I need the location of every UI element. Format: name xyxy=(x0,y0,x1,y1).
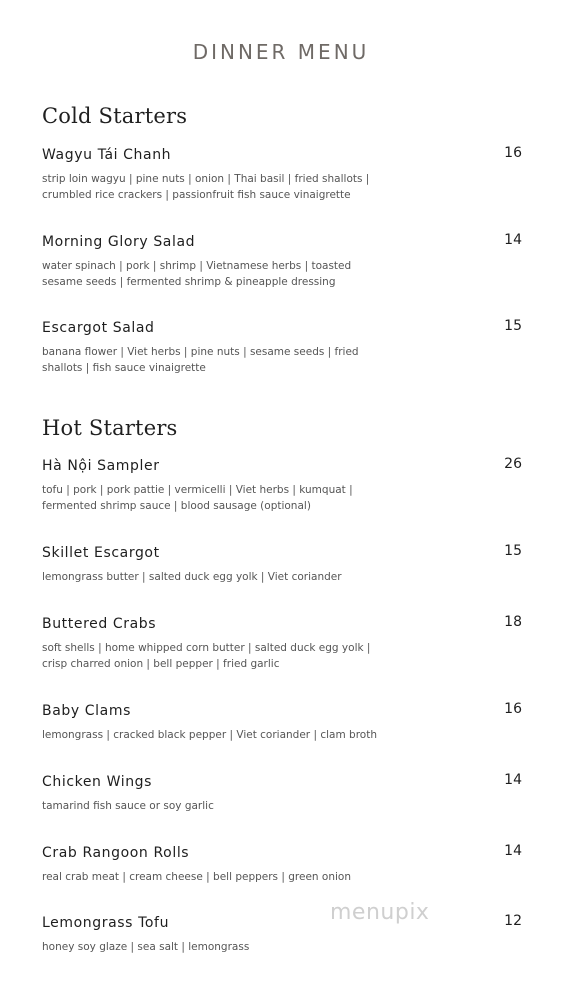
item-price: 14 xyxy=(504,843,522,859)
item-name: Skillet Escargot xyxy=(42,545,160,561)
item-description: water spinach | pork | shrimp | Vietnamese herbs | toasted sesame seeds | fermented shrimp & pineapple dressing xyxy=(42,260,352,288)
menu-item xyxy=(42,915,522,955)
item-description: lemongrass | cracked black pepper | Viet coriander | clam broth xyxy=(42,729,377,741)
item-name: Buttered Crabs xyxy=(42,616,157,632)
item-price: 14 xyxy=(504,232,522,248)
item-description: real crab meat | cream cheese | bell peppers | green onion xyxy=(42,871,351,883)
watermark-logo: menupix xyxy=(330,900,430,925)
page-title: DINNER MENU xyxy=(192,40,370,64)
item-name: Hà Nội Sampler xyxy=(42,458,160,474)
item-description: banana flower | Viet herbs | pine nuts | sesame seeds | fried shallots | fish sauce vinaigrette xyxy=(42,346,359,374)
item-price: 16 xyxy=(504,701,522,717)
item-description: lemongrass butter | salted duck egg yolk | Viet coriander xyxy=(42,571,342,583)
item-name: Escargot Salad xyxy=(42,320,155,336)
menu-item xyxy=(42,845,522,885)
item-price: 14 xyxy=(504,772,522,788)
item-price: 18 xyxy=(504,614,522,630)
menu-item xyxy=(42,545,522,585)
menu-item xyxy=(42,774,522,814)
item-price: 15 xyxy=(504,543,522,559)
item-description: soft shells | home whipped corn butter | salted duck egg yolk | crisp charred onion | bell pepper | fried garlic xyxy=(42,642,371,670)
item-name: Wagyu Tái Chanh xyxy=(42,147,172,163)
item-description: strip loin wagyu | pine nuts | onion | Thai basil | fried shallots | crumbled rice crackers | passionfruit fish sauce vinaigrette xyxy=(42,173,370,201)
menu-item xyxy=(42,147,522,203)
item-name: Baby Clams xyxy=(42,703,131,719)
item-price: 15 xyxy=(504,318,522,334)
section-cold-starters xyxy=(42,104,522,128)
section-title: Hot Starters xyxy=(42,416,178,440)
menu-item xyxy=(42,234,522,290)
item-description: honey soy glaze | sea salt | lemongrass xyxy=(42,941,250,953)
item-price: 12 xyxy=(504,913,522,929)
menu-item xyxy=(42,320,522,376)
item-name: Chicken Wings xyxy=(42,774,153,790)
section-hot-starters xyxy=(42,416,522,440)
item-description: tofu | pork | pork pattie | vermicelli | Viet herbs | kumquat | fermented shrimp sauce | blood sausage (optional) xyxy=(42,484,353,512)
item-name: Morning Glory Salad xyxy=(42,234,196,250)
menu-item xyxy=(42,616,522,672)
item-name: Lemongrass Tofu xyxy=(42,915,170,931)
item-price: 16 xyxy=(504,145,522,161)
item-name: Crab Rangoon Rolls xyxy=(42,845,190,861)
item-price: 26 xyxy=(504,456,522,472)
menu-item xyxy=(42,458,522,514)
item-description: tamarind fish sauce or soy garlic xyxy=(42,800,214,812)
menu-item xyxy=(42,703,522,743)
section-title: Cold Starters xyxy=(42,104,188,128)
